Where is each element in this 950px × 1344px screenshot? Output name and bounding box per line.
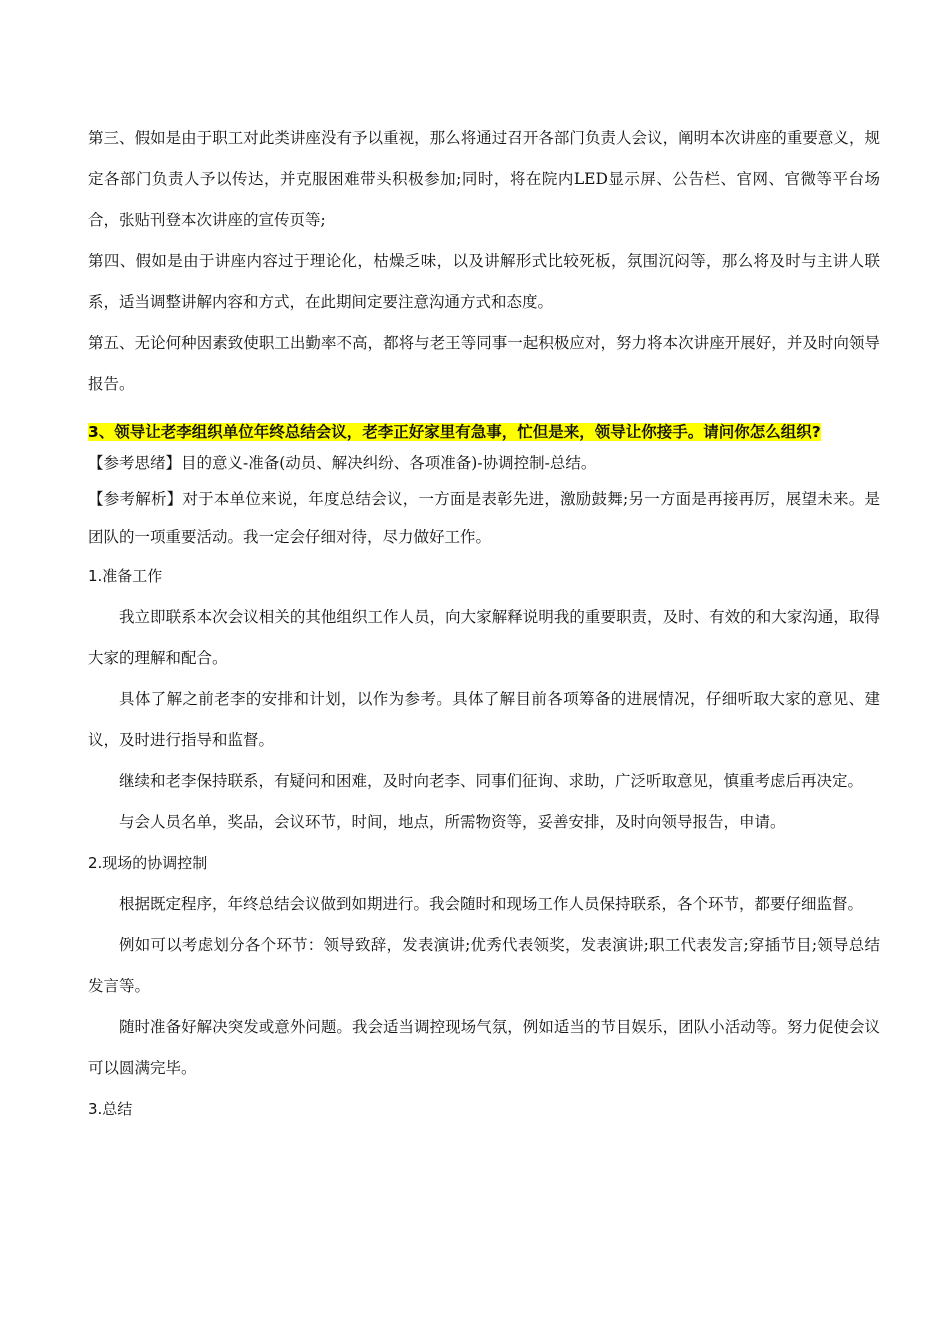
analysis-label: 【参考解析】 [88, 490, 183, 508]
question-heading [88, 419, 880, 446]
paragraph-fourth: 第四、假如是由于讲座内容过于理论化，枯燥乏味，以及讲解形式比较死板，氛围沉闷等，那么将及时与主讲人联系，适当调整讲解内容和方式，在此期间定要注意沟通方式和态度。 [88, 252, 880, 311]
thinking-text: 目的意义-准备(动员、解决纠纷、各项准备)-协调控制-总结。 [181, 454, 597, 472]
section1-heading: 1.准备工作 [88, 567, 163, 585]
paragraph-third: 第三、假如是由于职工对此类讲座没有予以重视，那么将通过召开各部门负责人会议，阐明本次讲座的重要意义，规定各部门负责人予以传达，并克服困难带头积极参加;同时，将在院内LED显示屏、公告栏、官网、官微等平台场合，张贴刊登本次讲座的宣传页等; [88, 129, 880, 229]
thinking-line [88, 446, 880, 480]
section2-paragraph: 随时准备好解决突发或意外问题。我会适当调控现场气氛，例如适当的节目娱乐，团队小活动等。努力促使会议可以圆满完毕。 [88, 1018, 880, 1077]
document-page [88, 118, 880, 1130]
section1-paragraph: 继续和老李保持联系，有疑问和困难，及时向老李、同事们征询、求助，广泛听取意见，慎重考虑后再决定。 [119, 772, 864, 790]
section1-paragraph: 我立即联系本次会议相关的其他组织工作人员，向大家解释说明我的重要职责，及时、有效的和大家沟通，取得大家的理解和配合。 [88, 608, 880, 667]
question-highlight: 3、领导让老李组织单位年终总结会议，老李正好家里有急事，忙但是来，领导让你接手。请问你怎么组织? [88, 423, 821, 441]
section1-paragraph: 与会人员名单，奖品，会议环节，时间，地点，所需物资等，妥善安排，及时向领导报告，申请。 [119, 813, 786, 831]
section2-heading: 2.现场的协调控制 [88, 854, 208, 872]
analysis-paragraph [88, 480, 880, 556]
analysis-text: 对于本单位来说，年度总结会议，一方面是表彰先进，激励鼓舞;另一方面是再接再厉，展望未来。是团队的一项重要活动。我一定会仔细对待，尽力做好工作。 [88, 490, 880, 546]
section1-paragraph: 具体了解之前老李的安排和计划，以作为参考。具体了解目前各项筹备的进展情况，仔细听取大家的意见、建议，及时进行指导和监督。 [88, 690, 880, 749]
thinking-label: 【参考思绪】 [88, 454, 182, 472]
paragraph-fifth: 第五、无论何种因素致使职工出勤率不高，都将与老王等同事一起积极应对，努力将本次讲座开展好，并及时向领导报告。 [88, 334, 880, 393]
section3-heading: 3.总结 [88, 1100, 133, 1118]
section2-paragraph: 根据既定程序，年终总结会议做到如期进行。我会随时和现场工作人员保持联系，各个环节，都要仔细监督。 [119, 895, 864, 913]
section2-paragraph: 例如可以考虑划分各个环节：领导致辞，发表演讲;优秀代表领奖，发表演讲;职工代表发言;穿插节目;领导总结发言等。 [88, 936, 880, 995]
